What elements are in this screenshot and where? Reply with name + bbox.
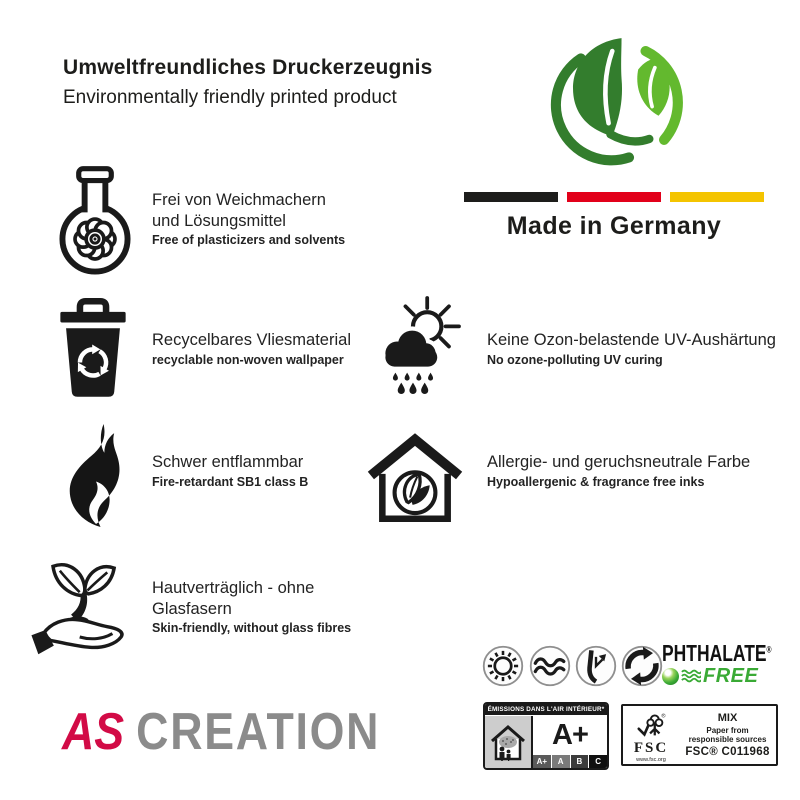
title-english: Environmentally friendly printed product: [63, 87, 397, 108]
feature-recyclable: [152, 330, 377, 368]
phthalate-word: [662, 640, 772, 666]
emissions-grade-cell: [533, 716, 607, 769]
feature-subtitle: No ozone-polluting UV curing: [487, 352, 663, 367]
emissions-grade: A+: [552, 718, 588, 751]
feature-hypoallergenic: [487, 452, 777, 490]
recycle-bin-icon: [52, 298, 134, 400]
flask-icon: [58, 166, 132, 278]
emissions-house-cell: [485, 716, 533, 769]
feature-title: Frei von Weichmachern und Lösungsmittel: [152, 191, 326, 230]
fsc-type: MIX: [717, 711, 738, 724]
fsc-logo-block: [623, 708, 679, 763]
eco-leaves-icon: [542, 24, 690, 178]
green-globe-icon: [662, 668, 679, 685]
page-title-block: [63, 56, 433, 109]
uv-sun-cloud-icon: [372, 294, 464, 404]
feature-plasticizer-free: [152, 190, 357, 248]
feature-title: Schwer entflammbar: [152, 453, 304, 471]
hand-seedling-icon: [28, 550, 140, 668]
scale-b: B: [571, 755, 589, 768]
fsc-registered-mark: ®: [661, 712, 666, 719]
registered-mark: ®: [766, 644, 772, 655]
green-dot-recycling-icon: [620, 644, 664, 688]
phthalate-text: PHTHALATE: [662, 640, 767, 666]
brand-as: AS: [62, 703, 125, 761]
fsc-text-block: [679, 712, 776, 758]
flag-stripe-red: [567, 192, 661, 202]
feature-subtitle: Fire-retardant SB1 class B: [152, 474, 309, 489]
emissions-scale: [533, 755, 607, 768]
strippable-arrow-icon: [574, 644, 618, 688]
free-text: FREE: [703, 665, 759, 687]
fsc-tree-check-icon: [635, 710, 667, 740]
feature-subtitle: Hypoallergenic & fragrance free inks: [487, 474, 705, 489]
feature-title: Hautverträglich - ohne Glasfasern: [152, 579, 315, 618]
flag-stripe-black: [464, 192, 558, 202]
house-family-icon: [488, 721, 528, 763]
feature-title: Allergie- und geruchsneutrale Farbe: [487, 453, 751, 471]
fsc-desc-line2: responsible sources: [688, 735, 767, 744]
feature-no-uv-ozone: [487, 330, 777, 368]
title-german: Umweltfreundliches Druckerzeugnis: [63, 56, 433, 79]
feature-fire-retardant: [152, 452, 377, 490]
feature-subtitle: Skin-friendly, without glass fibres: [152, 621, 352, 636]
house-leaf-icon: [366, 432, 464, 528]
emissions-air-label: [483, 702, 609, 770]
feature-title: Keine Ozon-belastende UV-Aushärtung: [487, 331, 776, 349]
flame-icon: [58, 424, 134, 530]
scale-c: C: [589, 755, 607, 768]
phthalate-free-logo: [662, 642, 782, 686]
emissions-body: [485, 715, 607, 769]
feature-subtitle: Free of plasticizers and solvents: [152, 233, 346, 248]
fsc-label: [621, 704, 778, 766]
as-creation-logo: [62, 703, 381, 761]
fsc-desc-line1: Paper from: [706, 725, 749, 735]
scale-a-plus: A+: [533, 755, 551, 768]
washable-waves-icon: [528, 644, 572, 688]
phthalate-free-row: [662, 666, 782, 686]
green-waves-icon: [681, 669, 701, 683]
fsc-description: [689, 726, 767, 744]
feature-title: Recycelbares Vliesmaterial: [152, 331, 351, 349]
made-in-germany-label: Made in Germany: [506, 212, 722, 240]
flag-stripe-gold: [670, 192, 764, 202]
brand-creation: CREATION: [136, 703, 381, 761]
german-flag-stripes: [464, 192, 764, 202]
feature-subtitle: recyclable non-woven wallpaper: [152, 352, 344, 367]
lightfastness-sun-icon: [481, 644, 525, 688]
feature-skin-friendly: [152, 578, 392, 636]
fsc-url: www.fsc.org: [636, 756, 666, 763]
fsc-code: FSC® C011968: [685, 746, 770, 759]
scale-a: A: [552, 755, 570, 768]
fsc-brand: FSC: [633, 739, 669, 756]
emissions-header: ÉMISSIONS DANS L'AIR INTÉRIEUR*: [485, 704, 607, 715]
